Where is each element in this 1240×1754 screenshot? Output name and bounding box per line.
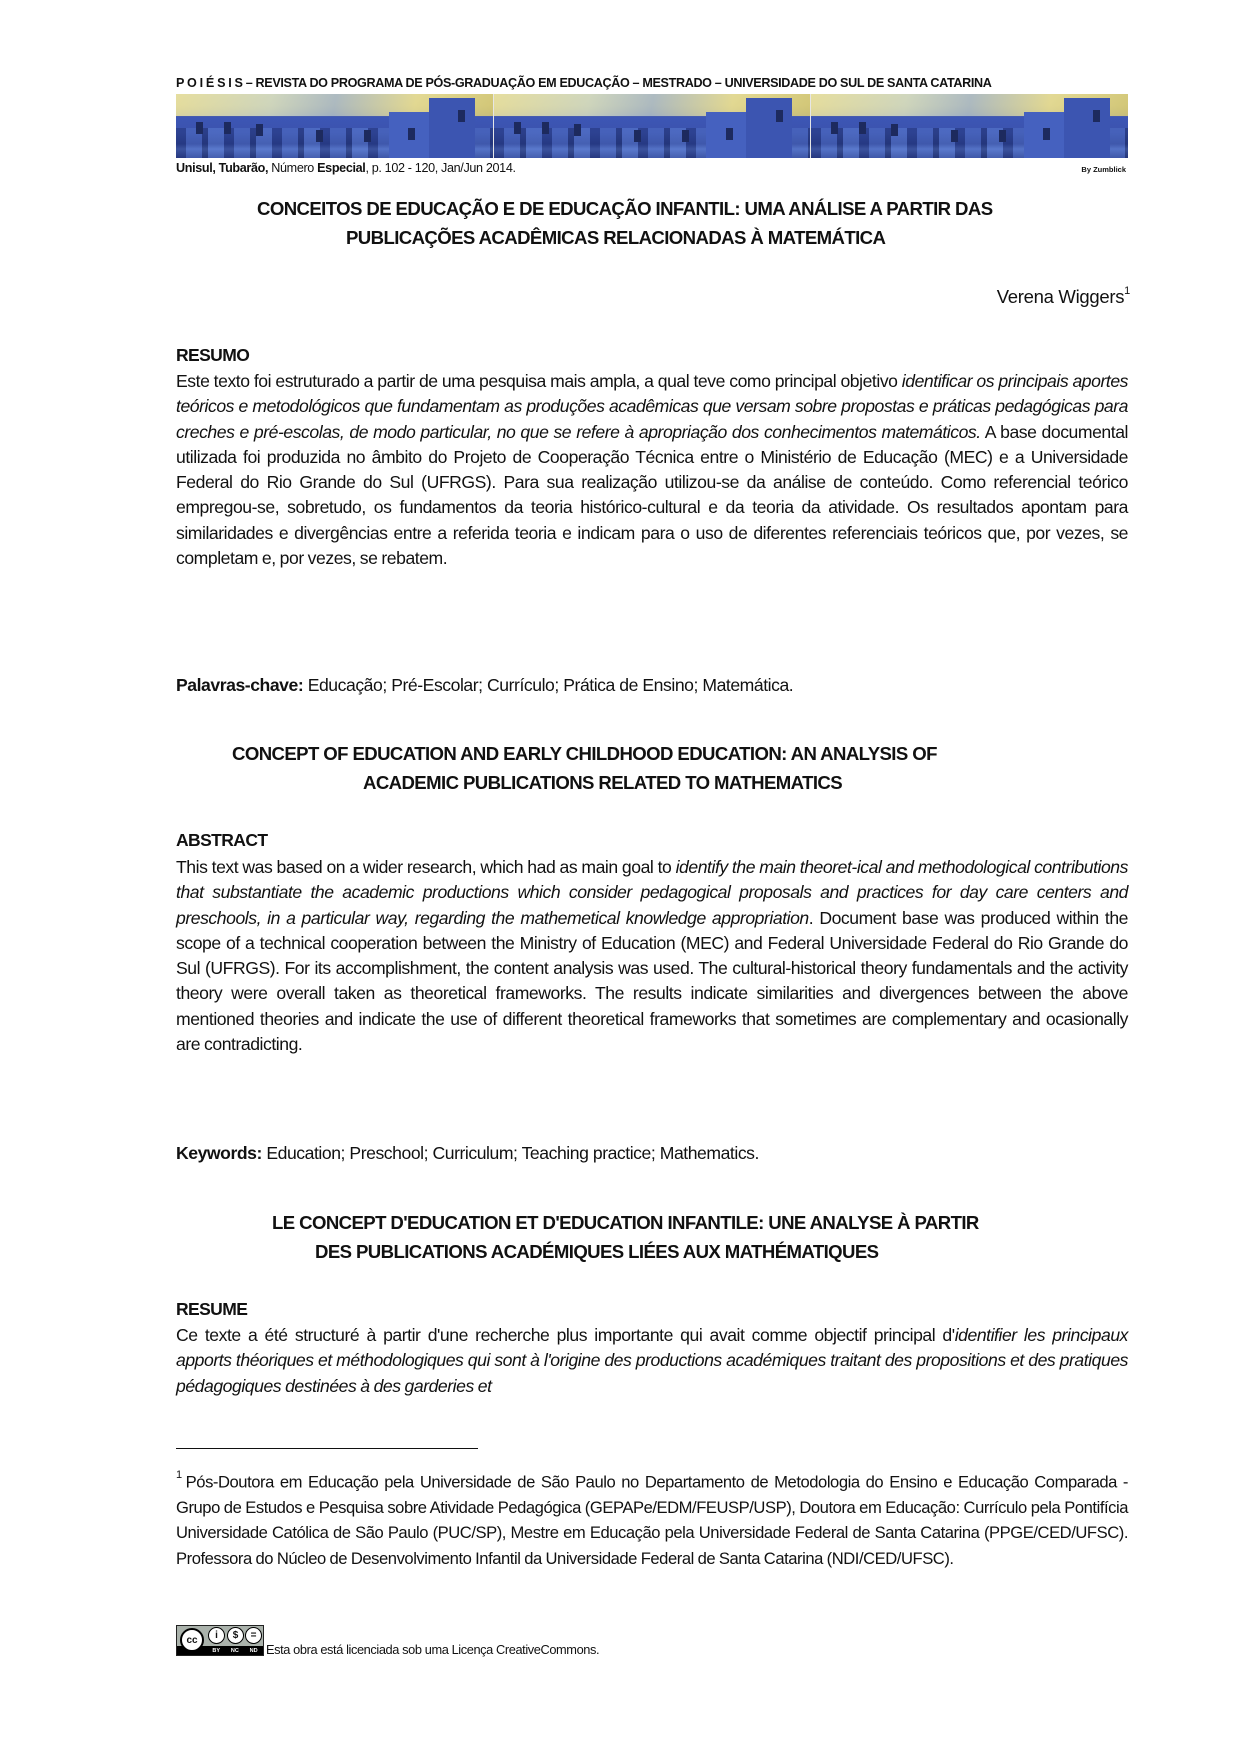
banner-tile — [176, 94, 494, 158]
license-notice — [176, 1625, 599, 1656]
header-banner-image — [176, 94, 1128, 158]
banner-tile — [494, 94, 812, 158]
issue-info: Unisul, Tubarão, Número Especial, p. 102 - 120, Jan/Jun 2014. — [176, 161, 516, 175]
journal-header: P O I É S I S – REVISTA DO PROGRAMA DE PÓS-GRADUAÇÃO EM EDUCAÇÃO – MESTRADO – UNIVERSIDADE DO SUL DE SANTA CATARINA — [176, 76, 992, 90]
title-fr-line-1: LE CONCEPT D'EDUCATION ET D'EDUCATION INFANTILE: UNE ANALYSE À PARTIR — [272, 1212, 979, 1233]
banner-tile — [811, 94, 1128, 158]
resume-heading: RESUME — [176, 1299, 248, 1319]
footnote: $^1$ Pós-Doutora em Educação pela Universidade de São Paulo no Departamento de Metodologia do Ensino e Educação Comparada - Grupo de Estudos e Pesquisa sobre Atividade Pedagógica (GEPAPe/EDM/FEUSP/USP), Doutora em Educação: Currículo pela Pontifícia Universidade Católica de São Paulo (PUC/SP), Mestre em Educação pela Universidade Federal de Santa Catarina (PPGE/CED/UFSC). Professora do Núcleo de Desenvolvimento Infantil da Universidade Federal de Santa Catarina (NDI/CED/UFSC). — [176, 1469, 1128, 1568]
footnote-separator — [176, 1448, 478, 1449]
title-pt-line-1: CONCEITOS DE EDUCAÇÃO E DE EDUCAÇÃO INFANTIL: UMA ANÁLISE A PARTIR DAS — [257, 198, 993, 219]
title-en-line-2: ACADEMIC PUBLICATIONS RELATED TO MATHEMATICS — [363, 772, 843, 793]
abstract-text: This text was based on a wider research, which had as main goal to identify the main theoret-ical and methodological contributions that substantiate the academic productions which consider pedagogical proposals and practices for day care centers and preschools, in a particular way, regarding the mathemetical knowledge appropriation. Document base was produced within the scope of a technical cooperation between the Ministry of Education (MEC) and Federal Universidade Federal do Rio Grande do Sul (UFRGS). For its accomplishment, the content analysis was used. The cultural-historical theory fundamentals and the activity theory were overall taken as theoretical frameworks. The results indicate similarities and divergences between the above mentioned theories and indicate the use of different theoretical frameworks that sometimes are complementary and ocasionally are contradicting. — [176, 857, 1128, 1055]
title-pt-line-2: PUBLICAÇÕES ACADÊMICAS RELACIONADAS À MATEMÁTICA — [346, 227, 886, 248]
abstract-keywords: Keywords: Education; Preschool; Curriculum; Teaching practice; Mathematics. — [176, 1143, 759, 1163]
image-credit: By Zumblick — [1081, 165, 1126, 174]
noderivatives-icon: = — [245, 1627, 262, 1644]
noncommercial-icon: $ — [227, 1627, 244, 1644]
resumo-text: Este texto foi estruturado a partir de uma pesquisa mais ampla, a qual teve como principal objetivo identificar os principais aportes teóricos e metodológicos que fundamentam as produções acadêmicas que versam sobre propostas e práticas pedagógicas para creches e pré-escolas, de modo particular, no que se refere à apropriação dos conhecimentos matemáticos. A base documental utilizada foi produzida no âmbito do Projeto de Cooperação Técnica entre o Ministério de Educação (MEC) e a Universidade Federal do Rio Grande do Sul (UFRGS). Para sua realização utilizou-se da análise de conteúdo. Como referencial teórico empregou-se, sobretudo, os fundamentos da teoria histórico-cultural e da teoria da atividade. Os resultados apontam para similaridades e divergências entre a referida teoria e indicam para o uso de diferentes referenciais teóricos que, por vezes, se completam e, por vezes, se rebatem. — [176, 371, 1129, 569]
resumo-keywords: Palavras-chave: Educação; Pré-Escolar; Currículo; Prática de Ensino; Matemática. — [176, 675, 794, 695]
author: Verena Wiggers$^1$ — [996, 284, 1130, 307]
resume-text: Ce texte a été structuré à partir d'une recherche plus importante qui avait comme objectif principal d'identifier les principaux apports théoriques et méthodologiques qui sont à l'origine des productions académiques traitant des propositions et des pratiques pédagogiques destinées à des garderies et — [176, 1325, 1128, 1396]
title-en-line-1: CONCEPT OF EDUCATION AND EARLY CHILDHOOD EDUCATION: AN ANALYSIS OF — [232, 743, 937, 764]
attribution-icon: i — [208, 1627, 225, 1644]
resumo-heading: RESUMO — [176, 345, 250, 365]
abstract-heading: ABSTRACT — [176, 830, 268, 850]
license-text: Esta obra está licenciada sob uma Licença CreativeCommons. — [266, 1642, 600, 1657]
cc-logo-icon: cc — [180, 1628, 204, 1652]
title-fr-line-2: DES PUBLICATIONS ACADÉMIQUES LIÉES AUX MATHÉMATIQUES — [315, 1241, 879, 1262]
creative-commons-badge[interactable]: cc i $ = BY NC ND — [176, 1625, 264, 1656]
footnote-ref[interactable]: 1 — [1124, 284, 1130, 297]
